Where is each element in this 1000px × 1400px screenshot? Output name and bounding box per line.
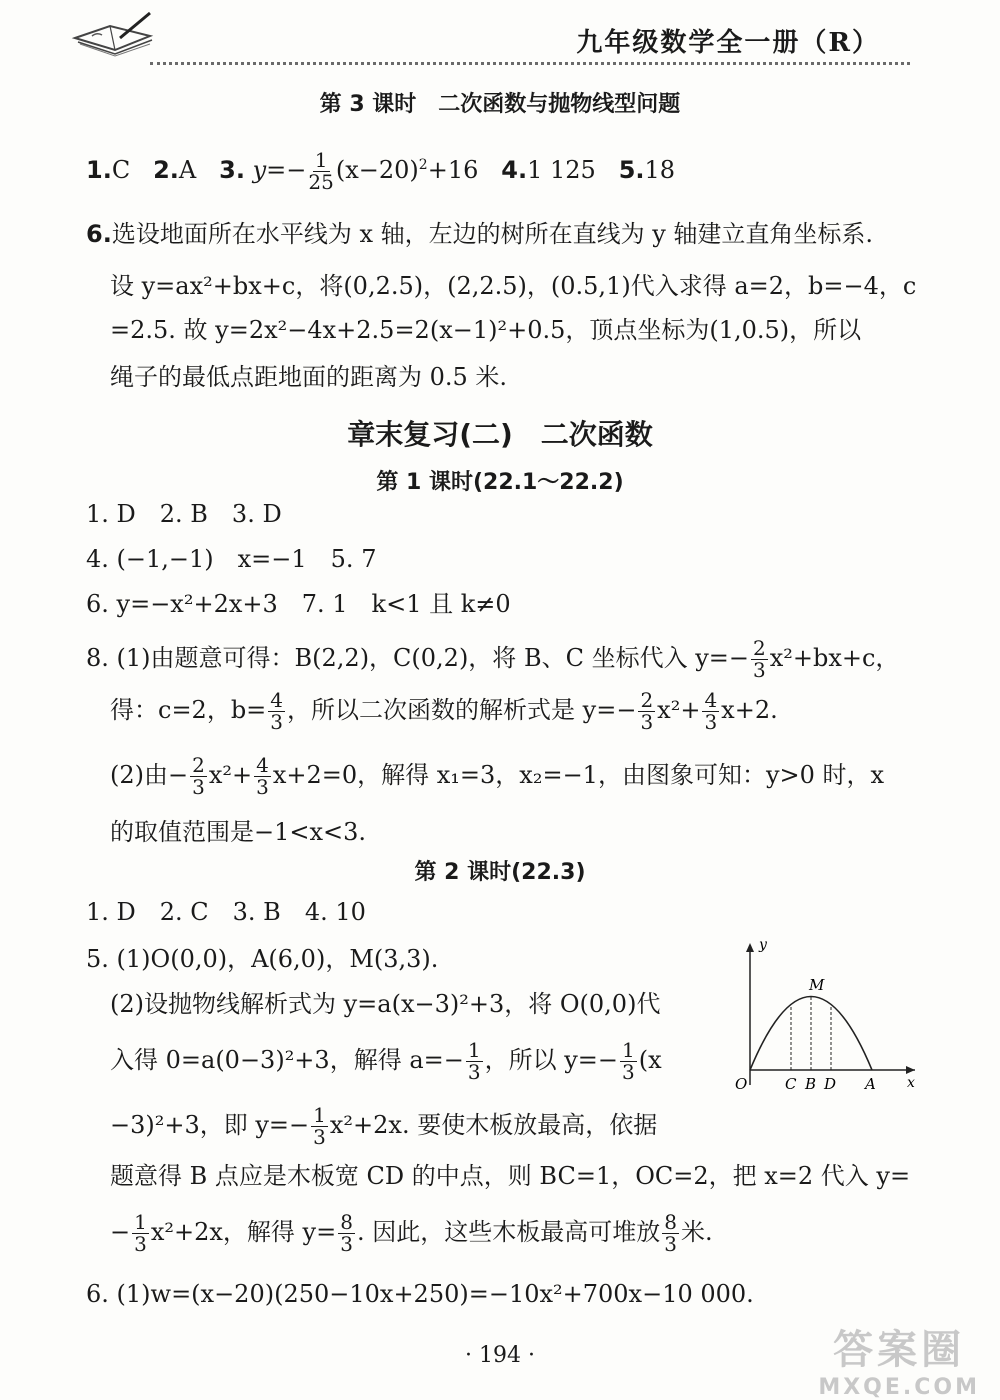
header-divider [150, 62, 910, 65]
fig-c-label: C [785, 1075, 797, 1093]
review2-q5-line6: − $\frac{1}{3}$ x²+2x，解得 y= $\frac{8}{3}$ . 因此，这些木板最高可堆放 $\frac{8}{3}$ 米. [110, 1210, 713, 1256]
page-number: · 194 · [465, 1343, 535, 1368]
review2-answers-1-4: 1. D 2. C 3. B 4. 10 [86, 898, 366, 926]
review1-answers-1-3: 1. D 2. B 3. D [86, 500, 282, 528]
fig-x-label: x [907, 1075, 915, 1091]
review2-q5-line1: 5. (1)O(0,0)，A(6,0)，M(3,3). [86, 945, 439, 973]
chapter-title: 章末复习(二) 二次函数 [347, 418, 653, 451]
lesson3-q6-line4: 绳子的最低点距地面的距离为 0.5 米. [110, 363, 508, 391]
lesson3-q6-line3: =2.5. 故 y=2x²−4x+2.5=2(x−1)²+0.5，顶点坐标为(1,0.5)，所以 [110, 316, 862, 344]
fig-a-label: A [865, 1075, 876, 1093]
lesson3-answers-1-5: 1.C 2.A 3. y=− $\frac{1}{25}$ $(x-20)^2+16$ 4.1 125 5.18 [86, 148, 676, 194]
review2-q5-line4: −3)²+3，即 y=− $\frac{1}{3}$ x²+2x. 要使木板放最高，依据 [110, 1103, 658, 1149]
review1-answers-4-5: 4. (−1,−1) x=−1 5. 7 [86, 545, 377, 573]
lesson3-title: 第 3 课时 二次函数与抛物线型问题 [319, 92, 681, 117]
fig-m-label: M [809, 976, 825, 994]
review1-q8-line1: 8. (1)由题意可得：B(2,2)，C(0,2)，将 B、C 坐标代入 y=− $\frac{2}{3}$ x²+bx+c， [86, 636, 900, 682]
review2-q5-line2: (2)设抛物线解析式为 y=a(x−3)²+3，将 O(0,0)代 [110, 990, 661, 1018]
watermark-logo [818, 1318, 980, 1400]
review1-q8-line4: 的取值范围是−1<x<3. [110, 818, 367, 846]
review2-q5-line3: 入得 0=a(0−3)²+3，解得 a=− $\frac{1}{3}$ ，所以 y=− $\frac{1}{3}$ (x [110, 1038, 662, 1084]
review2-q5-line5: 题意得 B 点应是木板宽 CD 的中点，则 BC=1，OC=2，把 x=2 代入 y= [110, 1162, 911, 1190]
book-pen-logo-icon [70, 8, 160, 62]
review1-q8-line2: 得：c=2，b= $\frac{4}{3}$ ，所以二次函数的解析式是 y=− $\frac{2}{3}$ x²+ $\frac{4}{3}$ x+2. [110, 688, 778, 734]
fig-o-label: O [735, 1075, 748, 1093]
fig-y-label: y [759, 937, 767, 953]
watermark-line2: MXQE.COM [818, 1375, 980, 1400]
parabola-figure [725, 935, 925, 1095]
review2-q6-line1: 6. (1)w=(x−20)(250−10x+250)=−10x²+700x−10 000. [86, 1280, 754, 1308]
review1-q8-line3: (2)由− $\frac{2}{3}$ x²+ $\frac{4}{3}$ x+2=0，解得 x₁=3，x₂=−1，由图象可知：y>0 时，x [110, 753, 885, 799]
review1-answers-6-7: 6. y=−x²+2x+3 7. 1 k<1 且 k≠0 [86, 590, 511, 618]
lesson3-q6-line1: 6.选设地面所在水平线为 x 轴，左边的树所在直线为 y 轴建立直角坐标系. [86, 220, 874, 248]
fig-d-label: D [824, 1075, 837, 1093]
lesson3-q6-line2: 设 y=ax²+bx+c，将(0,2.5)，(2,2.5)，(0.5,1)代入求得 a=2，b=−4，c [110, 272, 917, 300]
header-title: 九年级数学全一册（R） [576, 28, 880, 58]
review1-title: 第 1 课时(22.1～22.2) [376, 470, 624, 495]
review2-title: 第 2 课时(22.3) [414, 860, 586, 885]
watermark-line1: 答案圈 [833, 1327, 966, 1373]
fig-b-label: B [805, 1075, 817, 1093]
